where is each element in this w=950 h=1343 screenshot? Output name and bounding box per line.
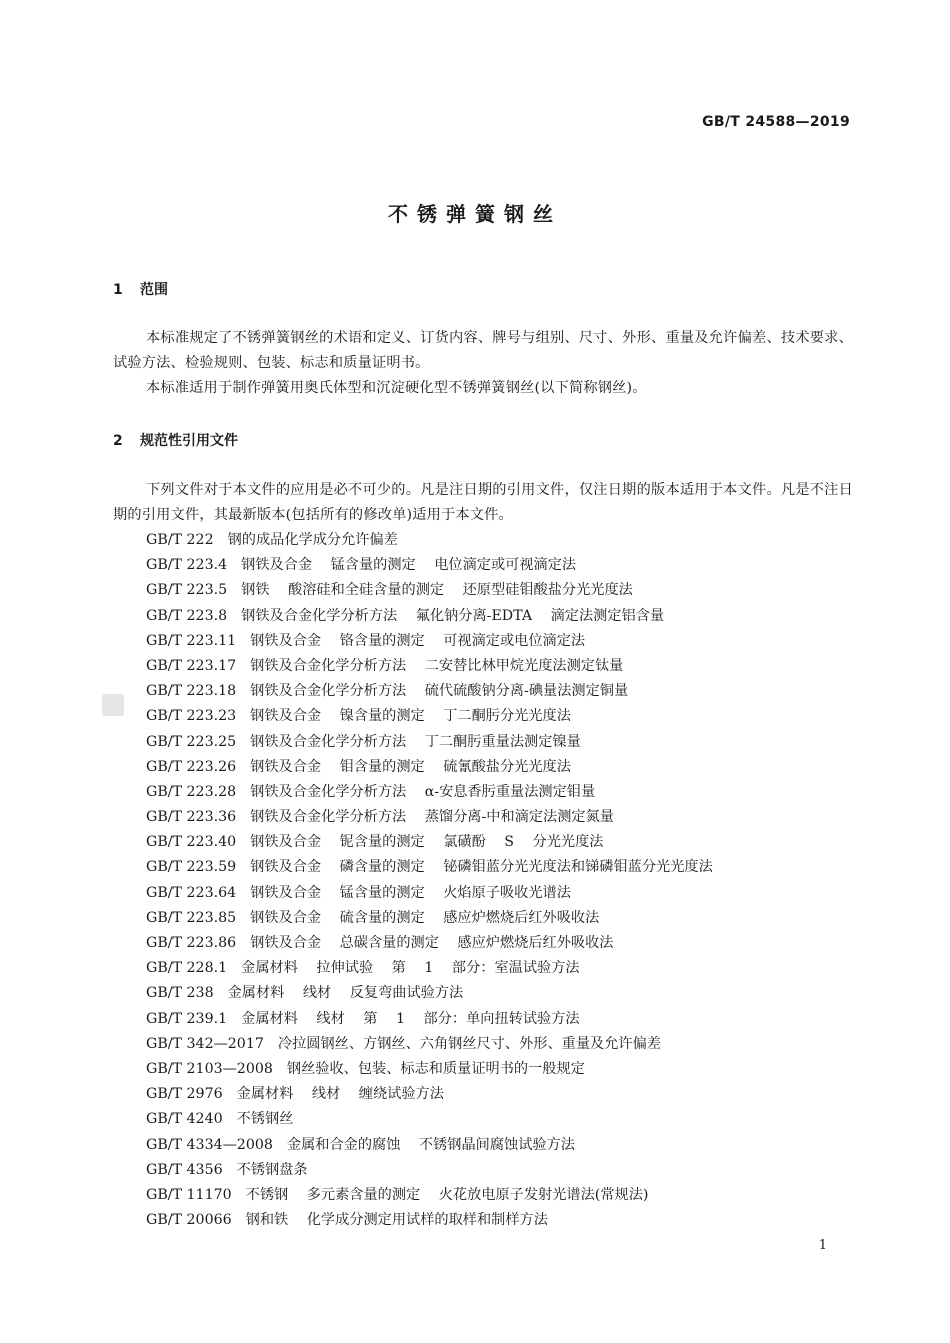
reference-title: 金属材料 线材 缠绕试验方法 [236, 1086, 444, 1103]
reference-item [146, 654, 713, 679]
reference-item [146, 1158, 713, 1183]
reference-code: GB/T 2103—2008 [146, 1060, 273, 1077]
page-side-marker [102, 694, 124, 716]
reference-title: 不锈钢丝 [236, 1111, 294, 1128]
reference-item [146, 931, 713, 956]
reference-code: GB/T 223.23 [146, 708, 237, 725]
reference-item [146, 553, 713, 578]
reference-list [146, 528, 713, 1233]
reference-item [146, 1133, 713, 1158]
reference-code: GB/T 223.64 [146, 884, 237, 901]
reference-item [146, 780, 713, 805]
scope-paragraph-2: 本标准适用于制作弹簧用奥氏体型和沉淀硬化型不锈弹簧钢丝(以下简称钢丝)。 [146, 380, 647, 396]
reference-item [146, 755, 713, 780]
reference-code: GB/T 4356 [146, 1161, 223, 1178]
reference-item [146, 956, 713, 981]
reference-item [146, 1208, 713, 1233]
reference-code: GB/T 223.17 [146, 657, 237, 674]
reference-item [146, 855, 713, 880]
reference-code: GB/T 223.4 [146, 557, 228, 574]
reference-title: 钢铁及合金 钼含量的测定 硫氰酸盐分光光度法 [250, 758, 571, 775]
reference-code: GB/T 4240 [146, 1111, 223, 1128]
reference-code: GB/T 2976 [146, 1086, 223, 1103]
reference-item [146, 604, 713, 629]
reference-item [146, 906, 713, 931]
document-title: 不锈弹簧钢丝 [388, 202, 562, 226]
reference-item [146, 1082, 713, 1107]
reference-item [146, 730, 713, 755]
reference-title: 钢铁及合金 铌含量的测定 氯磺酚 S 分光光度法 [250, 834, 604, 851]
standard-code: GB/T 24588—2019 [702, 114, 850, 130]
reference-item [146, 830, 713, 855]
section-title: 规范性引用文件 [140, 433, 238, 449]
reference-code: GB/T 228.1 [146, 960, 228, 977]
section-heading-scope [113, 279, 168, 299]
reference-title: 钢和铁 化学成分测定用试样的取样和制样方法 [245, 1212, 548, 1229]
reference-item [146, 1057, 713, 1082]
reference-title: 钢铁及合金化学分析方法 硫代硫酸钠分离-碘量法测定铜量 [250, 683, 629, 700]
page-number: 1 [818, 1238, 827, 1253]
reference-title: 金属材料 线材 反复弯曲试验方法 [227, 985, 464, 1002]
reference-code: GB/T 222 [146, 532, 214, 548]
reference-title: 钢铁及合金 硫含量的测定 感应炉燃烧后红外吸收法 [250, 909, 600, 926]
reference-title: 金属和合金的腐蚀 不锈钢晶间腐蚀试验方法 [286, 1136, 575, 1153]
reference-title: 钢铁及合金 镍含量的测定 丁二酮肟分光光度法 [250, 708, 571, 725]
reference-title: 钢铁及合金 总碳含量的测定 感应炉燃烧后红外吸收法 [250, 935, 614, 951]
reference-title: 钢铁及合金 锰含量的测定 电位滴定或可视滴定法 [241, 557, 577, 574]
reference-code: GB/T 223.59 [146, 859, 237, 876]
reference-item [146, 1107, 713, 1132]
reference-code: GB/T 223.11 [146, 632, 237, 649]
reference-title: 钢铁及合金化学分析方法 二安替比林甲烷光度法测定钛量 [250, 657, 624, 674]
reference-code: GB/T 11170 [146, 1186, 232, 1203]
reference-code: GB/T 223.85 [146, 909, 237, 926]
reference-code: GB/T 223.25 [146, 733, 237, 750]
reference-item [146, 1032, 713, 1057]
reference-item [146, 805, 713, 830]
reference-code: GB/T 4334—2008 [146, 1136, 273, 1153]
reference-item [146, 528, 713, 553]
reference-title: 金属材料 拉伸试验 第 1 部分：室温试验方法 [241, 960, 580, 977]
reference-item [146, 679, 713, 704]
reference-code: GB/T 223.5 [146, 582, 228, 599]
section-heading-normative-references [113, 430, 238, 450]
reference-code: GB/T 223.18 [146, 683, 237, 700]
reference-title: 钢铁及合金化学分析方法 丁二酮肟重量法测定镍量 [250, 733, 581, 750]
reference-title: 钢的成品化学成分允许偏差 [227, 532, 398, 548]
reference-title: 金属材料 线材 第 1 部分：单向扭转试验方法 [241, 1010, 580, 1027]
reference-item [146, 704, 713, 729]
reference-code: GB/T 223.40 [146, 834, 237, 851]
reference-code: GB/T 223.86 [146, 935, 237, 951]
reference-title: 不锈钢 多元素含量的测定 火花放电原子发射光谱法(常规法) [245, 1186, 649, 1203]
section-number: 2 [113, 433, 123, 449]
reference-code: GB/T 223.8 [146, 607, 228, 624]
section-number: 1 [113, 282, 123, 298]
reference-item [146, 1183, 713, 1208]
reference-code: GB/T 223.28 [146, 783, 237, 800]
reference-title: 钢铁及合金化学分析方法 氟化钠分离-EDTA 滴定法测定铝含量 [241, 607, 665, 624]
reference-item [146, 629, 713, 654]
reference-title: 钢铁及合金 铬含量的测定 可视滴定或电位滴定法 [250, 632, 586, 649]
reference-title: 不锈钢盘条 [236, 1161, 308, 1178]
reference-code: GB/T 223.36 [146, 809, 237, 826]
reference-title: 冷拉圆钢丝、方钢丝、六角钢丝尺寸、外形、重量及允许偏差 [277, 1035, 661, 1052]
scope-paragraph-1: 本标准规定了不锈弹簧钢丝的术语和定义、订货内容、牌号与组别、尺寸、外形、重量及允许偏差、技术要求、试验方法、检验规则、包装、标志和质量证明书。 [113, 330, 853, 371]
reference-code: GB/T 239.1 [146, 1010, 228, 1027]
reference-item [146, 881, 713, 906]
reference-code: GB/T 20066 [146, 1212, 232, 1229]
reference-item [146, 578, 713, 603]
reference-code: GB/T 238 [146, 985, 214, 1002]
reference-title: 钢铁及合金 锰含量的测定 火焰原子吸收光谱法 [250, 884, 571, 901]
reference-title: 钢铁 酸溶硅和全硅含量的测定 还原型硅钼酸盐分光光度法 [241, 582, 633, 599]
reference-title: 钢铁及合金 磷含量的测定 铋磷钼蓝分光光度法和锑磷钼蓝分光光度法 [250, 859, 713, 876]
reference-item [146, 981, 713, 1006]
reference-code: GB/T 223.26 [146, 758, 237, 775]
references-intro-paragraph: 下列文件对于本文件的应用是必不可少的。凡是注日期的引用文件，仅注日期的版本适用于本文件。凡是不注日期的引用文件，其最新版本(包括所有的修改单)适用于本文件。 [113, 482, 853, 523]
reference-item [146, 1007, 713, 1032]
section-title: 范围 [140, 282, 168, 298]
reference-code: GB/T 342—2017 [146, 1035, 264, 1052]
reference-title: 钢丝验收、包装、标志和质量证明书的一般规定 [286, 1060, 585, 1077]
reference-title: 钢铁及合金化学分析方法 蒸馏分离-中和滴定法测定氮量 [250, 809, 614, 826]
reference-title: 钢铁及合金化学分析方法 α-安息香肟重量法测定钼量 [250, 783, 596, 800]
